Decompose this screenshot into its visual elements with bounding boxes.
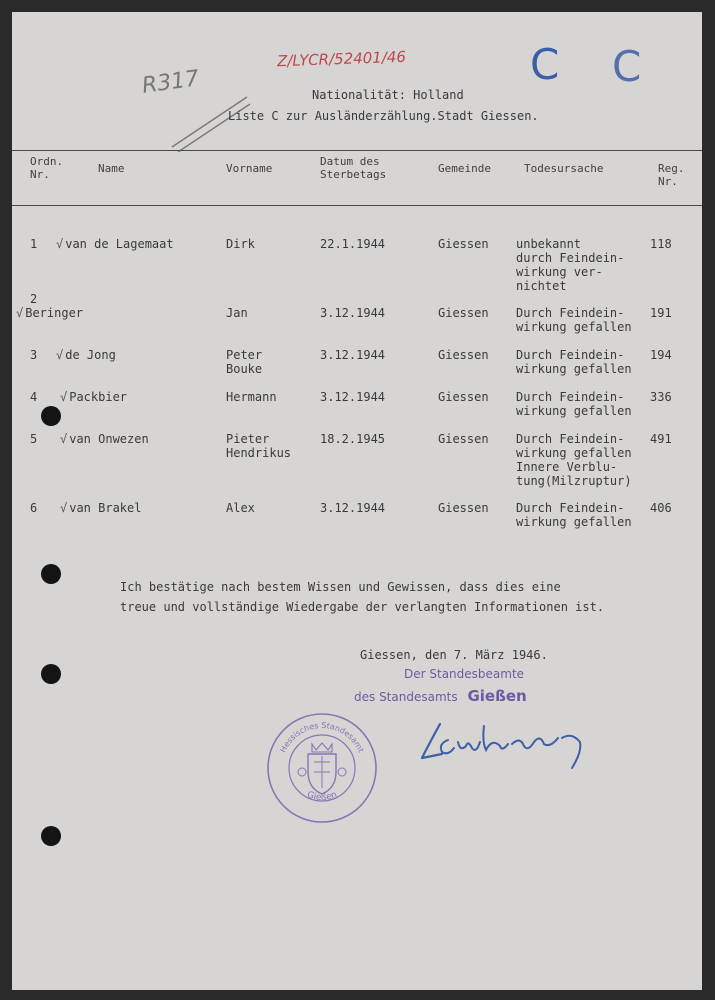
row-name <box>56 237 174 251</box>
row-vorname: Pieter Hendrikus <box>226 432 292 460</box>
table-top-rule <box>12 150 702 151</box>
check-mark-icon: √ <box>60 432 68 446</box>
row-gemeinde: Giessen <box>438 237 489 251</box>
row-ursache: Durch Feindein- wirkung gefallen <box>516 501 632 529</box>
row-nr: 4 <box>30 390 38 404</box>
row-name-text: Packbier <box>69 390 128 404</box>
row-reg-nr: 194 <box>650 348 672 362</box>
document-page <box>12 12 702 990</box>
row-datum: 18.2.1945 <box>320 432 386 446</box>
row-datum: 3.12.1944 <box>320 348 386 362</box>
row-reg-nr: 336 <box>650 390 672 404</box>
table-header-rule <box>12 205 702 206</box>
column-header-name: Name <box>98 162 125 175</box>
row-vorname: Alex <box>226 501 255 515</box>
row-vorname: Dirk <box>226 237 255 251</box>
handwritten-reference-red: Z/LYCR/52401/46 <box>276 47 407 71</box>
row-nr: 1 <box>30 237 38 251</box>
nationality-line: Nationalität: Holland <box>312 88 464 102</box>
blue-letter-mark: C <box>612 42 642 91</box>
row-datum: 22.1.1944 <box>320 237 386 251</box>
row-gemeinde: Giessen <box>438 306 489 320</box>
registrar-stamp-office-text: des Standesamts <box>354 690 458 704</box>
row-datum: 3.12.1944 <box>320 501 386 515</box>
row-name-text: van Brakel <box>69 501 142 515</box>
blue-letter-mark: C <box>530 40 560 89</box>
row-name-text: de Jong <box>65 348 116 362</box>
row-gemeinde: Giessen <box>438 390 489 404</box>
handwritten-reference-gray: R317 <box>140 66 201 99</box>
column-header-reg-nr: Reg. Nr. <box>658 162 685 188</box>
row-datum: 3.12.1944 <box>320 390 386 404</box>
row-name-text: van Onwezen <box>69 432 149 446</box>
row-gemeinde: Giessen <box>438 348 489 362</box>
row-nr: 3 <box>30 348 38 362</box>
place-date: Giessen, den 7. März 1946. <box>360 648 548 662</box>
row-vorname: Jan <box>226 306 248 320</box>
punch-hole <box>41 564 61 584</box>
row-name <box>16 306 83 320</box>
punch-hole <box>41 406 61 426</box>
row-ursache: unbekannt durch Feindein- wirkung ver- nichtet <box>516 237 625 293</box>
row-reg-nr: 491 <box>650 432 672 446</box>
row-ursache: Durch Feindein- wirkung gefallen <box>516 348 632 376</box>
check-mark-icon: √ <box>16 306 24 320</box>
list-title: Liste C zur Ausländerzählung.Stadt Giessen. <box>228 109 539 123</box>
seal-top-text: Hessisches Standesamt <box>278 720 366 754</box>
row-name <box>60 432 149 446</box>
registrar-stamp-title: Der Standesbeamte <box>404 667 525 681</box>
official-seal-icon <box>264 710 380 826</box>
punch-hole <box>41 664 61 684</box>
certification-line: treue und vollständige Wiedergabe der verlangten Informationen ist. <box>120 600 605 614</box>
row-datum: 3.12.1944 <box>320 306 386 320</box>
column-header-datum: Datum des Sterbetags <box>320 155 387 181</box>
column-header-vorname: Vorname <box>226 162 273 175</box>
row-reg-nr: 406 <box>650 501 672 515</box>
row-name-text: Beringer <box>25 306 84 320</box>
row-ursache: Durch Feindein- wirkung gefallen Innere Verblu- tung(Milzruptur) <box>516 432 632 488</box>
row-nr: 5 <box>30 432 38 446</box>
check-mark-icon: √ <box>60 390 68 404</box>
row-ursache: Durch Feindein- wirkung gefallen <box>516 390 632 418</box>
registrar-stamp-office <box>354 687 527 705</box>
row-reg-nr: 118 <box>650 237 672 251</box>
registrar-stamp-city: Gießen <box>467 687 527 705</box>
row-name <box>56 348 116 362</box>
column-header-gemeinde: Gemeinde <box>438 162 491 175</box>
check-mark-icon: √ <box>56 348 64 362</box>
row-name <box>60 390 127 404</box>
row-gemeinde: Giessen <box>438 432 489 446</box>
row-gemeinde: Giessen <box>438 501 489 515</box>
row-vorname: Peter Bouke <box>226 348 263 376</box>
handwritten-signature <box>412 712 612 782</box>
row-name <box>60 501 141 515</box>
certification-line: Ich bestätige nach bestem Wissen und Gewissen, dass dies eine <box>120 580 561 594</box>
column-header-nr: Ordn. Nr. <box>30 155 64 181</box>
punch-hole <box>41 826 61 846</box>
row-name-text: van de Lagemaat <box>65 237 174 251</box>
row-nr: 6 <box>30 501 38 515</box>
row-vorname: Hermann <box>226 390 277 404</box>
row-reg-nr: 191 <box>650 306 672 320</box>
check-mark-icon: √ <box>56 237 64 251</box>
row-nr: 2 <box>30 292 38 306</box>
seal-bottom-text: Gießen <box>305 789 339 804</box>
check-mark-icon: √ <box>60 501 68 515</box>
row-ursache: Durch Feindein- wirkung gefallen <box>516 306 632 334</box>
column-header-todesursache: Todesursache <box>524 162 604 175</box>
